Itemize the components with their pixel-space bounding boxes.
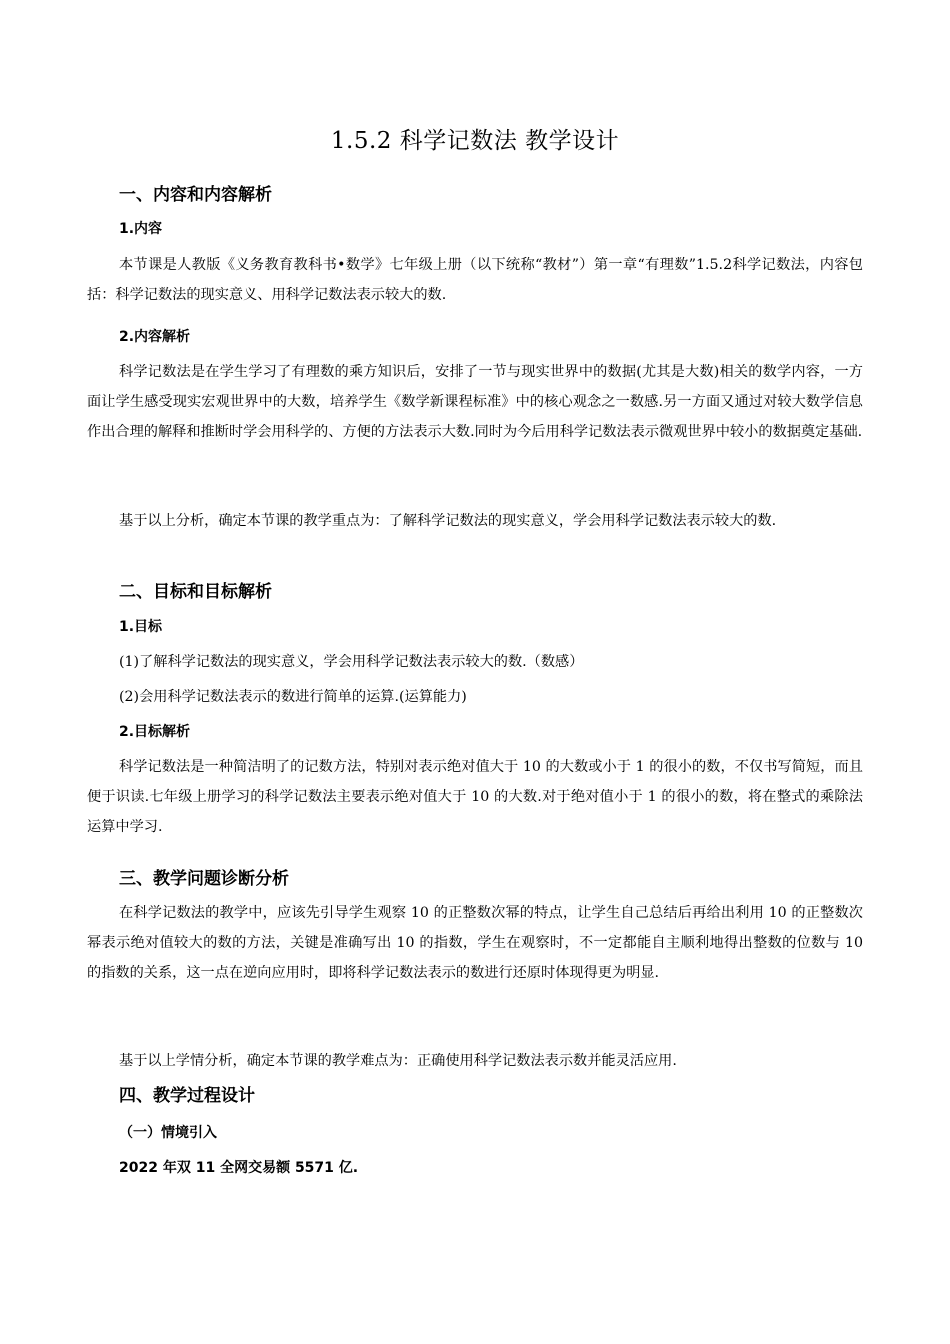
subheading-content: 1.内容 (119, 221, 163, 237)
section-heading-process: 四、教学过程设计 (119, 1086, 255, 1106)
subheading-intro: （一）情境引入 (119, 1125, 217, 1141)
goal-item-2: (2)会用科学记数法表示的数进行简单的运算.(运算能力) (119, 689, 467, 705)
section-heading-diagnosis: 三、教学问题诊断分析 (119, 869, 289, 889)
document-title: 1.5.2 科学记数法 教学设计 (330, 128, 620, 154)
section-heading-content: 一、内容和内容解析 (119, 185, 272, 205)
paragraph-goals-analysis: 科学记数法是一种简洁明了的记数方法，特别对表示绝对值大于 10 的大数或小于 1 的很小的数，不仅书写简短，而且便于识读.七年级上册学习的科学记数法主要表示绝对值大于 10 的大数.对于绝对值小于 1 的很小的数，将在整式的乘除法运算中学习. (87, 759, 863, 835)
intro-line: 2022 年双 11 全网交易额 5571 亿. (119, 1160, 359, 1176)
subheading-goals-analysis: 2.目标解析 (119, 724, 191, 740)
subheading-goals: 1.目标 (119, 619, 163, 635)
paragraph-content: 本节课是人教版《义务教育教科书•数学》七年级上册（以下统称“教材”）第一章“有理数”1.5.2科学记数法，内容包括：科学记数法的现实意义、用科学记数法表示较大的数. (87, 257, 863, 303)
paragraph-content-analysis: 科学记数法是在学生学习了有理数的乘方知识后，安排了一节与现实世界中的数据(尤其是大数)相关的数学内容，一方面让学生感受现实宏观世界中的大数，培养学生《数学新课程标准》中的核心观念之一数感.另一方面又通过对较大数学信息作出合理的解释和推断时学会用科学的、方便的方法表示大数.同时为今后用科学记数法表示微观世界中较小的数据奠定基础. (87, 364, 863, 440)
goal-item-1: (1)了解科学记数法的现实意义，学会用科学记数法表示较大的数.（数感） (119, 654, 584, 670)
paragraph-teaching-difficulty: 基于以上学情分析，确定本节课的教学难点为：正确使用科学记数法表示数并能灵活应用. (119, 1053, 677, 1069)
paragraph-teaching-focus: 基于以上分析，确定本节课的教学重点为：了解科学记数法的现实意义，学会用科学记数法表示较大的数. (119, 513, 777, 529)
section-heading-goals: 二、目标和目标解析 (119, 582, 272, 602)
paragraph-diagnosis: 在科学记数法的教学中，应该先引导学生观察 10 的正整数次幂的特点，让学生自己总结后再给出利用 10 的正整数次幂表示绝对值较大的数的方法，关键是准确写出 10 的指数，学生在观察时，不一定都能自主顺利地得出整数的位数与 10 的指数的关系，这一点在逆向应用时，即将科学记数法表示的数进行还原时体现得更为明显. (87, 905, 863, 981)
subheading-content-analysis: 2.内容解析 (119, 329, 191, 345)
